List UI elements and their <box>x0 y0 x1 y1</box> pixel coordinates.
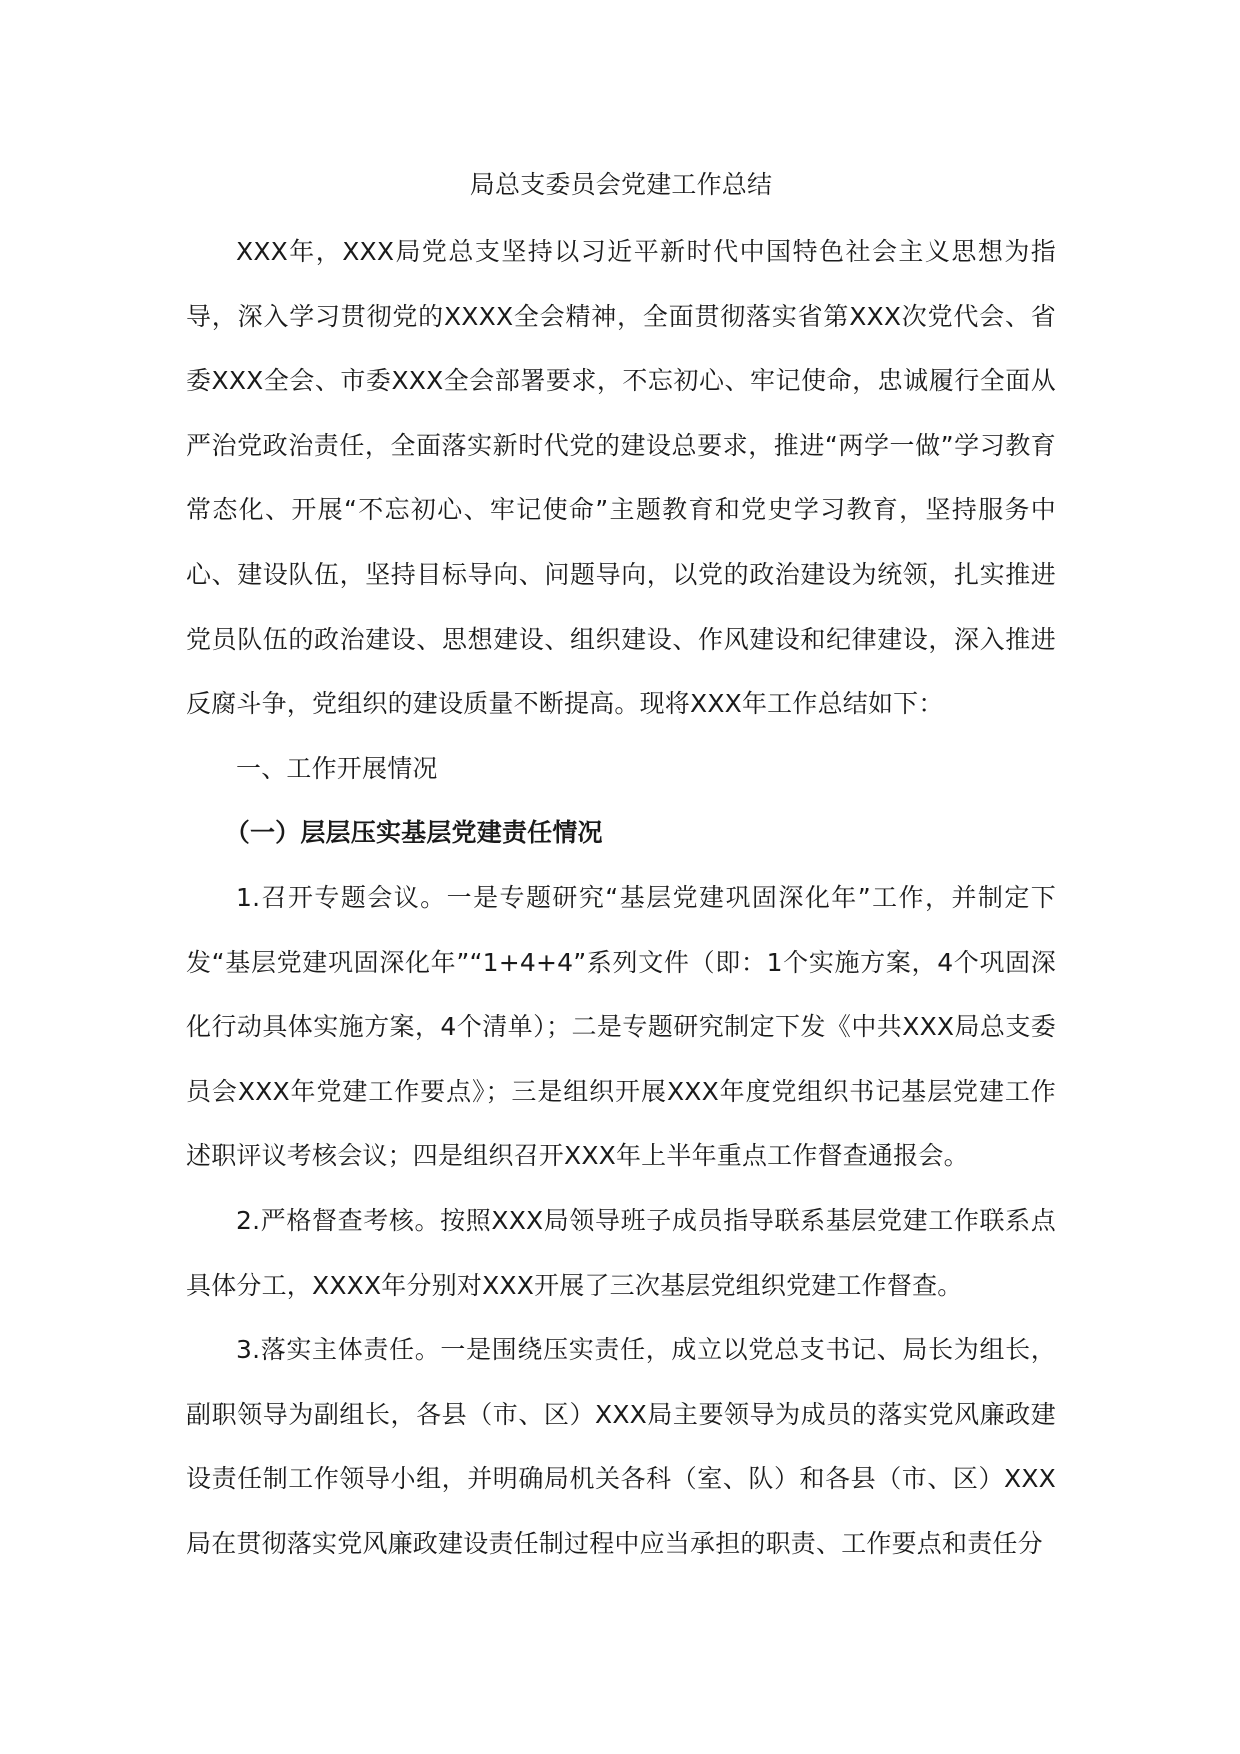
intro-paragraph: XXX年，XXX局党总支坚持以习近平新时代中国特色社会主义思想为指导，深入学习贯彻党的XXXX全会精神，全面贯彻落实省第XXX次党代会、省委XXX全会、市委XXX全会部署要求，不忘初心、牢记使命，忠诚履行全面从严治党政治责任，全面落实新时代党的建设总要求，推进“两学一做”学习教育常态化、开展“不忘初心、牢记使命”主题教育和党史学习教育，坚持服务中心、建设队伍，坚持目标导向、问题导向，以党的政治建设为统领，扎实推进党员队伍的政治建设、思想建设、组织建设、作风建设和纪律建设，深入推进反腐斗争，党组织的建设质量不断提高。现将XXX年工作总结如下： <box>186 237 1056 719</box>
item-paragraph-1: 1.召开专题会议。一是专题研究“基层党建巩固深化年”工作，并制定下发“基层党建巩固深化年”“1+4+4”系列文件（即：1个实施方案，4个巩固深化行动具体实施方案，4个清单）；二是专题研究制定下发《中共XXX局总支委员会XXX年党建工作要点》；三是组织开展XXX年度党组织书记基层党建工作述职评议考核会议；四是组织召开XXX年上半年重点工作督查通报会。 <box>186 882 1056 1171</box>
item-paragraph-2: 2.严格督查考核。按照XXX局领导班子成员指导联系基层党建工作联系点具体分工，XXXX年分别对XXX开展了三次基层党组织党建工作督查。 <box>186 1205 1056 1300</box>
document-body <box>186 172 1056 1576</box>
document-title: 局总支委员会党建工作总结 <box>469 170 773 199</box>
subsection-heading: （一）层层压实基层党建责任情况 <box>224 818 603 848</box>
item-paragraph-3: 3.落实主体责任。一是围绕压实责任，成立以党总支书记、局长为组长，副职领导为副组长，各县（市、区）XXX局主要领导为成员的落实党风廉政建设责任制工作领导小组，并明确局机关各科（室、队）和各县（市、区）XXX局在贯彻落实党风廉政建设责任制过程中应当承担的职责、工作要点和责任分 <box>186 1335 1056 1558</box>
section-heading: 一、工作开展情况 <box>236 753 438 783</box>
